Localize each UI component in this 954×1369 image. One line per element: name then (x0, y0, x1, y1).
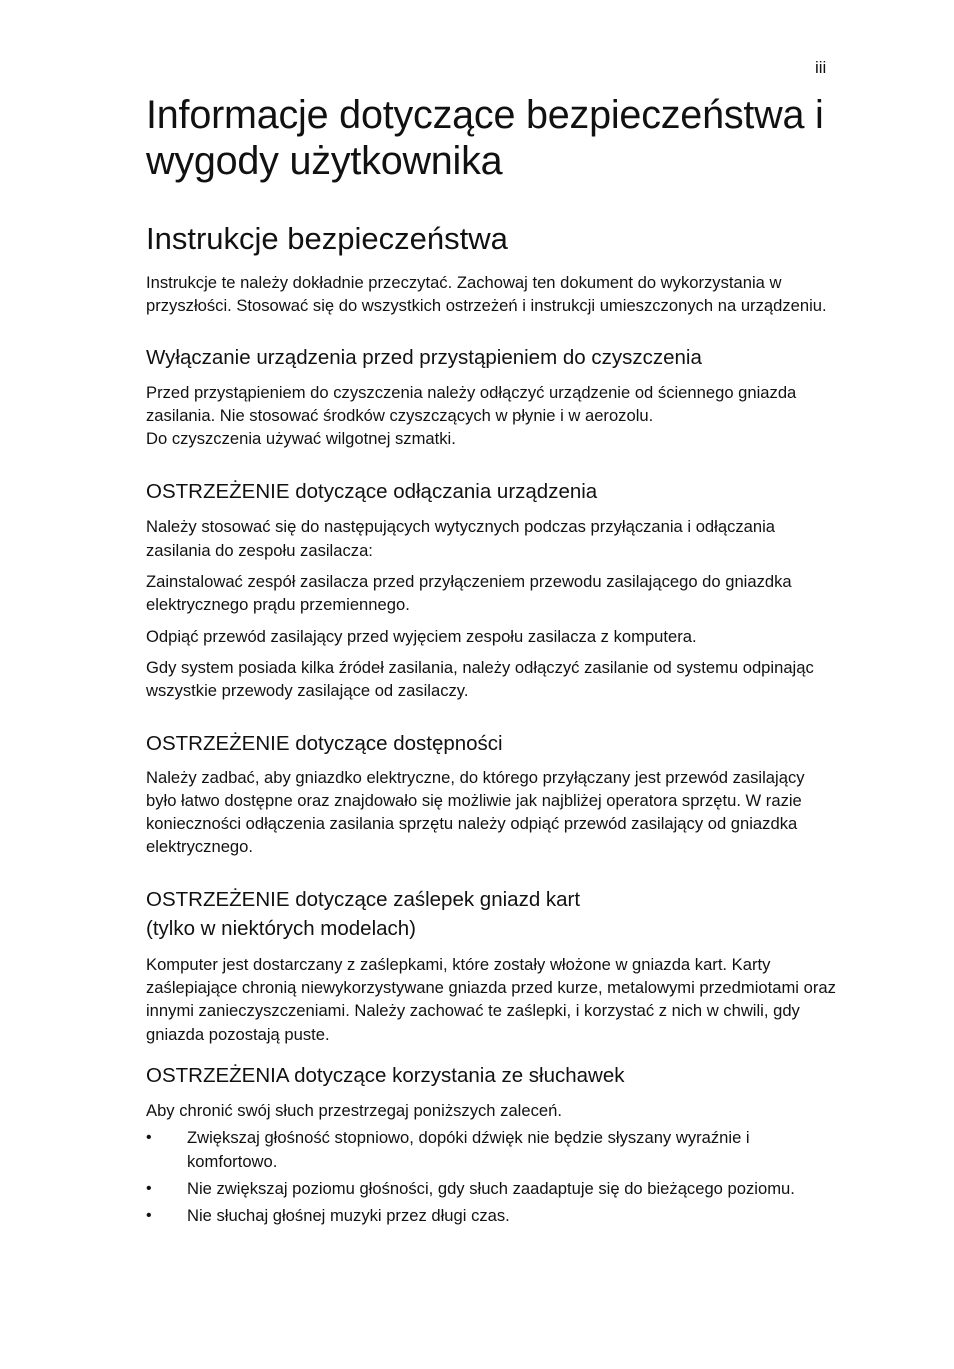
page-number: iii (815, 58, 827, 77)
subsection-heading-headphones-warning: OSTRZEŻENIA dotyczące korzystania ze słuchawek (146, 1063, 625, 1087)
list-item (146, 1177, 836, 1200)
paragraph: Komputer jest dostarczany z zaślepkami, które zostały włożone w gniazda kart. Karty zaślepiające chronią niewykorzystywane gniazda przed kurze, metalowymi przedmiotami oraz innymi zanieczyszczeniami. Należy zachować te zaślepki, i korzystać z nich w chwili, gdy gniazda pozostają puste. (146, 954, 836, 1044)
page-title: Informacje dotyczące bezpieczeństwa i wygody użytkownika (146, 93, 824, 183)
section-title: Instrukcje bezpieczeństwa (146, 221, 508, 256)
subsection-heading-disconnect-warning: OSTRZEŻENIE dotyczące odłączania urządzenia (146, 480, 598, 504)
intro-paragraph: Instrukcje te należy dokładnie przeczytać. Zachowaj ten dokument do wykorzystania w przyszłości. Stosować się do wszystkich ostrzeżeń i instrukcji umieszczonych na urządzeniu. (146, 273, 827, 316)
bullet-list (146, 1126, 836, 1227)
list-item (146, 1126, 836, 1173)
document-body (146, 92, 836, 1227)
list-item-text: Zwiększaj głośność stopniowo, dopóki dźwięk nie będzie słyszany wyraźnie i komfortowo. (187, 1128, 750, 1171)
subsection-heading-cleaning: Wyłączanie urządzenia przed przystąpieniem do czyszczenia (146, 345, 702, 369)
list-item (146, 1204, 836, 1227)
paragraph: Gdy system posiada kilka źródeł zasilania, należy odłączyć zasilanie od systemu odpinając wszystkie przewody zasilające od zasilaczy. (146, 657, 814, 701)
subsection-heading-card-slot-warning (146, 885, 836, 943)
paragraph: Należy stosować się do następujących wytycznych podczas przyłączania i odłączania zasilania do zespołu zasilacza: (146, 517, 776, 560)
subsection-heading-accessibility-warning: OSTRZEŻENIE dotyczące dostępności (146, 731, 503, 755)
paragraph: Należy zadbać, aby gniazdko elektryczne, do którego przyłączany jest przewód zasilający było łatwo dostępne oraz znajdowało się możliwie jak najbliżej operatora sprzętu. W razie konieczności odłączenia zasilania sprzętu należy odpiąć przewód zasilający od gniazdka elektrycznego. (146, 767, 805, 857)
bullet-icon: • (146, 1207, 152, 1225)
list-item-text: Nie słuchaj głośnej muzyki przez długi czas. (187, 1206, 510, 1226)
bullet-icon: • (146, 1179, 152, 1197)
paragraph: Przed przystąpieniem do czyszczenia należy odłączyć urządzenie od ściennego gniazda zasilania. Nie stosować środków czyszczących w płynie i w aerozolu. (146, 382, 797, 425)
list-item-text: Nie zwiększaj poziomu głośności, gdy słuch zaadaptuje się do bieżącego poziomu. (187, 1178, 795, 1198)
paragraph: Odpiąć przewód zasilający przed wyjęciem zespołu zasilacza z komputera. (146, 626, 697, 646)
heading-line: (tylko w niektórych modelach) (146, 916, 417, 940)
paragraph: Zainstalować zespół zasilacza przed przyłączeniem przewodu zasilającego do gniazdka elektrycznego prądu przemiennego. (146, 572, 792, 615)
bullet-icon: • (146, 1129, 152, 1147)
paragraph: Aby chronić swój słuch przestrzegaj poniższych zaleceń. (146, 1100, 562, 1120)
paragraph: Do czyszczenia używać wilgotnej szmatki. (146, 429, 456, 449)
heading-line: OSTRZEŻENIE dotyczące zaślepek gniazd kart (146, 887, 581, 911)
